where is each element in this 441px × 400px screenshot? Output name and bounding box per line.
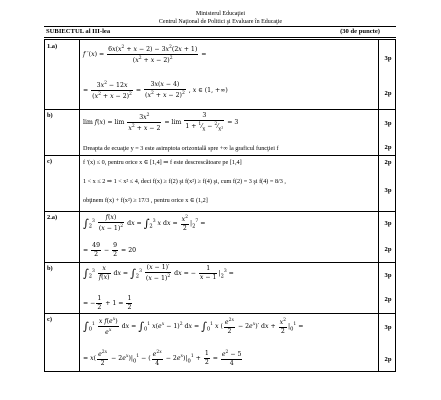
- points-1a-2: 2p: [384, 90, 392, 97]
- points-2c-2: 2p: [384, 356, 392, 363]
- formula-1a-line1: f ′(x) = $\frac{6x(x^2 + x - 2) - 3x^2(2x + 1)}{(x^2 + x - 2)^2}$ =: [83, 45, 207, 65]
- points-1c-2: 3p: [384, 187, 392, 194]
- text-1c-line2: 1 < x ≤ 2 ⇒ 1 < x² ≤ 4, deci f(x) ≥ f(2) şi f(x²) ≥ f(4) şi, cum f(2) = 3 şi f(4) = 8/3 ,: [83, 178, 286, 185]
- formula-2b-line2: = − $\frac{1}{2}$ + 1 = $\frac{1}{2}$: [83, 295, 132, 311]
- row-divider: [45, 313, 395, 314]
- points-2b-2: 2p: [384, 296, 392, 303]
- subject-title: SUBIECTUL al III-lea: [46, 28, 111, 35]
- formula-2a-line2: = $\frac{49}{2}$ − $\frac{9}{2}$ = 20: [83, 242, 137, 258]
- text-1c-line3: obţinem f(x) + f(x²) ≥ 17/3 , pentru orice x ∈ (1,2]: [83, 197, 208, 204]
- asymptote-note: Dreapta de ecuaţie y = 3 este asimptota orizontală spre +∞ la graficul funcţiei f: [83, 145, 279, 152]
- formula-2c-line2: = x( $\frac{e^{2x}}{2}$ − $2e^x)|_0^1$ − ( $\frac{e^{2x}}{4}$ − $2e^x)|_0^1$ + $\frac{1}{2}$ = $\frac{e^2 - 5}{4}$: [83, 350, 242, 368]
- points-2a-2: 2p: [384, 246, 392, 253]
- points-2b-1: 3p: [384, 272, 392, 279]
- col-divider-label: [79, 40, 80, 371]
- points-1a-1: 3p: [384, 55, 392, 62]
- formula-2b-line1: $\int_2^3$ $\frac{x}{f(x)}$ dx = $\int_2^3$ $\frac{(x - 1)'}{(x - 1)^2}$ dx = − $\frac{1}{x - 1}$ $|_2^3$ =: [83, 264, 234, 283]
- row-divider: [45, 109, 395, 110]
- subject-title-bar: [44, 26, 396, 38]
- row-label-1a: 1.a): [47, 43, 58, 50]
- subject-points: (30 de puncte): [340, 28, 380, 35]
- formula-1b-limit: lim f(x) = lim $\frac{3x^2}{x^2 + x - 2}$ = lim $\frac{3}{1 + ^1⁄_x - ^2⁄_{x^2}}$ = 3: [83, 112, 239, 133]
- solution-table: [44, 39, 396, 372]
- points-2c-1: 3p: [384, 324, 392, 331]
- row-label-2b: b): [47, 265, 53, 272]
- points-2a-1: 3p: [384, 220, 392, 227]
- center-header: Centrul Naţional de Politici şi Evaluare în Educaţie: [158, 19, 283, 25]
- row-label-2c: c): [47, 316, 52, 323]
- formula-2c-line1: $\int_0^1$ $\frac{x f(e^x)}{e^x}$ dx = $\int_0^1$ $x(e^x - 1)^2$ dx = $\int_0^1$ x ( $\frac{e^{2x}}{2}$ − $2e^x)'$ dx + $\frac{x^2}{2}$ $|_0^1$ =: [83, 317, 304, 337]
- row-divider: [45, 155, 395, 156]
- row-label-1b: b): [47, 112, 53, 119]
- formula-2a-line1: $\int_2^3$ $\frac{f(x)}{(x - 1)^2}$ dx = $\int_2^3$ x dx = $\frac{x^2}{2}$ $|_2^7$ =: [83, 214, 206, 233]
- ministry-header: Ministerul Educaţiei: [195, 11, 246, 17]
- row-label-1c: c): [47, 158, 52, 165]
- text-1c-line1: f ′(x) ≤ 0, pentru orice x ∈ [1,4] ⇒ f este descrescătoare pe [1,4]: [83, 159, 242, 166]
- row-label-2a: 2.a): [47, 214, 58, 221]
- points-1b-2: 2p: [384, 144, 392, 151]
- points-1c-1: 2p: [384, 159, 392, 166]
- row-divider: [45, 262, 395, 263]
- formula-1a-line2: = $\frac{3x^2 - 12x}{(x^2 + x - 2)^2}$ = $\frac{3x(x - 4)}{(x^2 + x - 2)^2}$ , x ∈ (1, +∞): [83, 81, 228, 101]
- points-1b-1: 3p: [384, 120, 392, 127]
- row-divider: [45, 211, 395, 212]
